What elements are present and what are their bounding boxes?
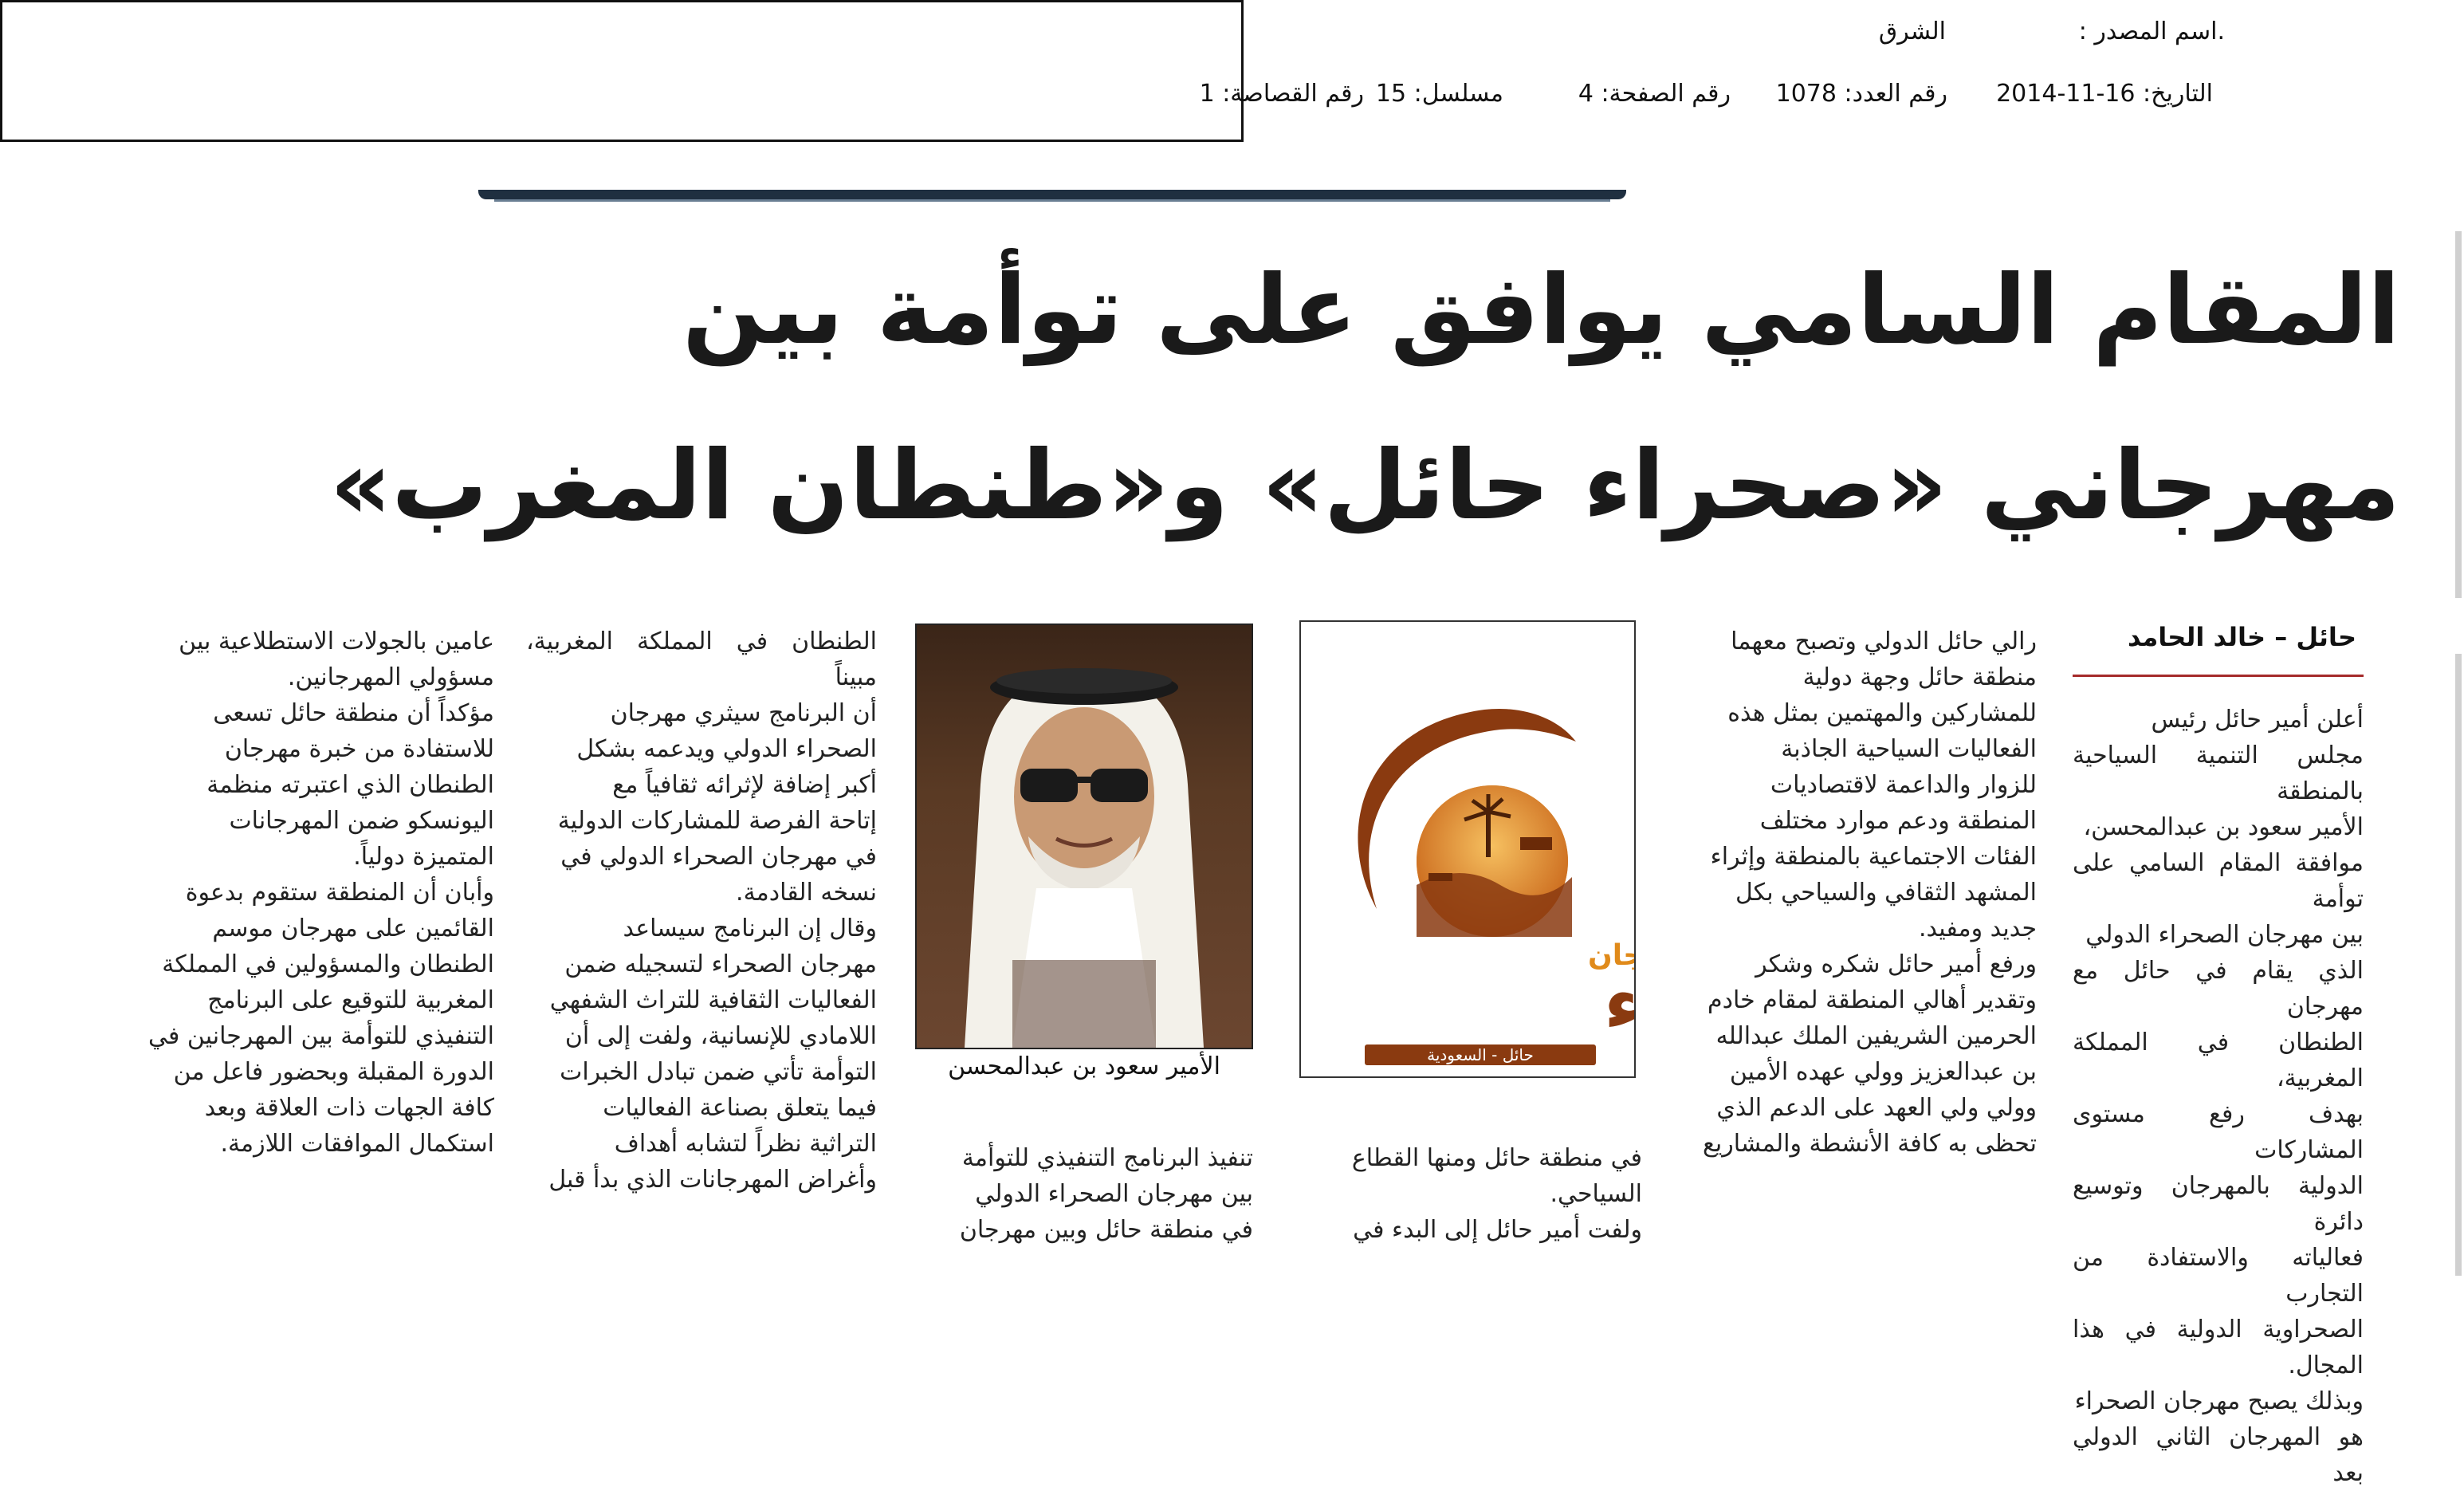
serial-field: مسلسل: 15 xyxy=(1375,80,1503,108)
festival-logo xyxy=(1299,620,1636,1078)
column-2-text: رالي حائل الدولي وتصبح معهما منطقة حائل وجهة دولية للمشاركين والمهتمين بمثل هذه الفعاليات السياحية الجاذبة للزوار والداعمة لاقتصاديات المنطقة ودعم موارد مختلف الفئات الاجتماعية بالمنطقة وإثراء المشهد الثقافي والسياحي بكل جديد ومفيد. ورفع أمير حائل شكره وشكر وتقدير أهالي المنطقة لمقام خادم الحرمين الشريفين الملك عبدالله بن عبدالعزيز وولي عهده الأمين وولي ولي العهد على الدعم الذي تحظى به كافة الأنشطة والمشاريع xyxy=(1702,627,2037,1158)
article-column-2-continued xyxy=(1299,1140,1642,1248)
article-column-3-continued xyxy=(915,1140,1253,1248)
column-1-text: أعلن أمير حائل رئيس مجلس التنمية السياحية بالمنطقة الأمير سعود بن عبدالمحسن، موافقة المقام السامي على توأمة بين مهرجان الصحراء الدولي الذي يقام في حائل مع مهرجان الطنطان في المملكة المغربية، بهدف رفع مستوى المشاركات الدولية بالمهرجان وتوسيع دائرة فعالياته والاستفادة من التجارب الصحراوية الدولية في هذا المجال. وبذلك يصبح مهرجان الصحراء هو المهرجان الثاني الدولي بعد xyxy=(2073,706,2364,1487)
byline-rule xyxy=(2073,675,2364,677)
byline: حائل – خالد الحامد xyxy=(2127,622,2356,652)
column-5-text: عامين بالجولات الاستطلاعية بين مسؤولي المهرجانين. مؤكداً أن منطقة حائل تسعى للاستفادة من خبرة مهرجان الطنطان الذي اعتبرته منظمة اليونسكو ضمن المهرجانات المتميزة دولياً. وأبان أن المنطقة ستقوم بدعوة القائمين على مهرجان موسم الطنطان والمسؤولين في المملكة المغربية للتوقيع على البرنامج التنفيذي للتوأمة بين المهرجانين في الدورة المقبلة وبحضور فاعل من كافة الجهات ذات العلاقة وبعد استكمال الموافقات اللازمة. xyxy=(147,627,494,1158)
page-field: رقم الصفحة: 4 xyxy=(1578,80,1731,108)
article-column-4 xyxy=(526,624,877,1198)
logo-sub-text: حائل - السعودية xyxy=(1427,1045,1534,1064)
prince-photo xyxy=(915,624,1253,1049)
column-2-continued-text: في منطقة حائل ومنها القطاع السياحي. ولفت أمير حائل إلى البدء في xyxy=(1351,1144,1642,1244)
prince-portrait-graphic xyxy=(917,625,1252,1048)
article-column-1 xyxy=(2073,702,2364,1491)
article-column-5 xyxy=(143,624,494,1162)
column-3-continued-text: تنفيذ البرنامج التنفيذي للتوأمة بين مهرجان الصحراء الدولي في منطقة حائل وبين مهرجان xyxy=(959,1144,1253,1244)
page-edge-top xyxy=(2455,231,2462,598)
issue-field: رقم العدد: 1078 xyxy=(1775,80,1947,108)
page-edge-bottom xyxy=(2455,654,2462,1276)
source-label: .اسم المصدر : xyxy=(2078,18,2225,45)
headline-line-2: مهرجاني «صحراء حائل» و«طنطان المغرب» xyxy=(329,431,2400,541)
source-value: الشرق xyxy=(1878,18,1946,45)
article-column-2 xyxy=(1670,624,2037,1162)
logo-main-text: ء xyxy=(1604,961,1634,1046)
date-field: التاريخ: 16-11-2014 xyxy=(1996,80,2213,108)
headline-line-1: المقام السامي يوافق على توأمة بين xyxy=(682,255,2400,366)
source-info-box xyxy=(0,0,2225,142)
header-rule xyxy=(478,190,1626,199)
header-rule-shadow xyxy=(494,199,1610,202)
clip-field: رقم القصاصة: 1 xyxy=(1199,80,1364,108)
column-4-text: الطنطان في المملكة المغربية، مبيناً أن البرنامج سيثري مهرجان الصحراء الدولي ويدعمه بشكل أكبر إضافة لإثرائه ثقافياً مع إتاحة الفرصة للمشاركات الدولية في مهرجان الصحراء الدولي في نسخه القادمة. وقال إن البرنامج سيساعد مهرجان الصحراء لتسجيله ضمن الفعاليات الثقافية للتراث الشفهي اللامادي للإنسانية، ولفت إلى أن التوأمة تأتي ضمن تبادل الخبرات فيما يتعلق بصناعة الفعاليات التراثية نظراً لتشابه أهداف وأغراض المهرجانات الذي بدأ قبل xyxy=(526,627,877,1194)
logo-top-text: جان xyxy=(1588,939,1634,972)
festival-logo-graphic xyxy=(1301,622,1634,1076)
photo-caption: الأمير سعود بن عبدالمحسن xyxy=(948,1052,1220,1080)
